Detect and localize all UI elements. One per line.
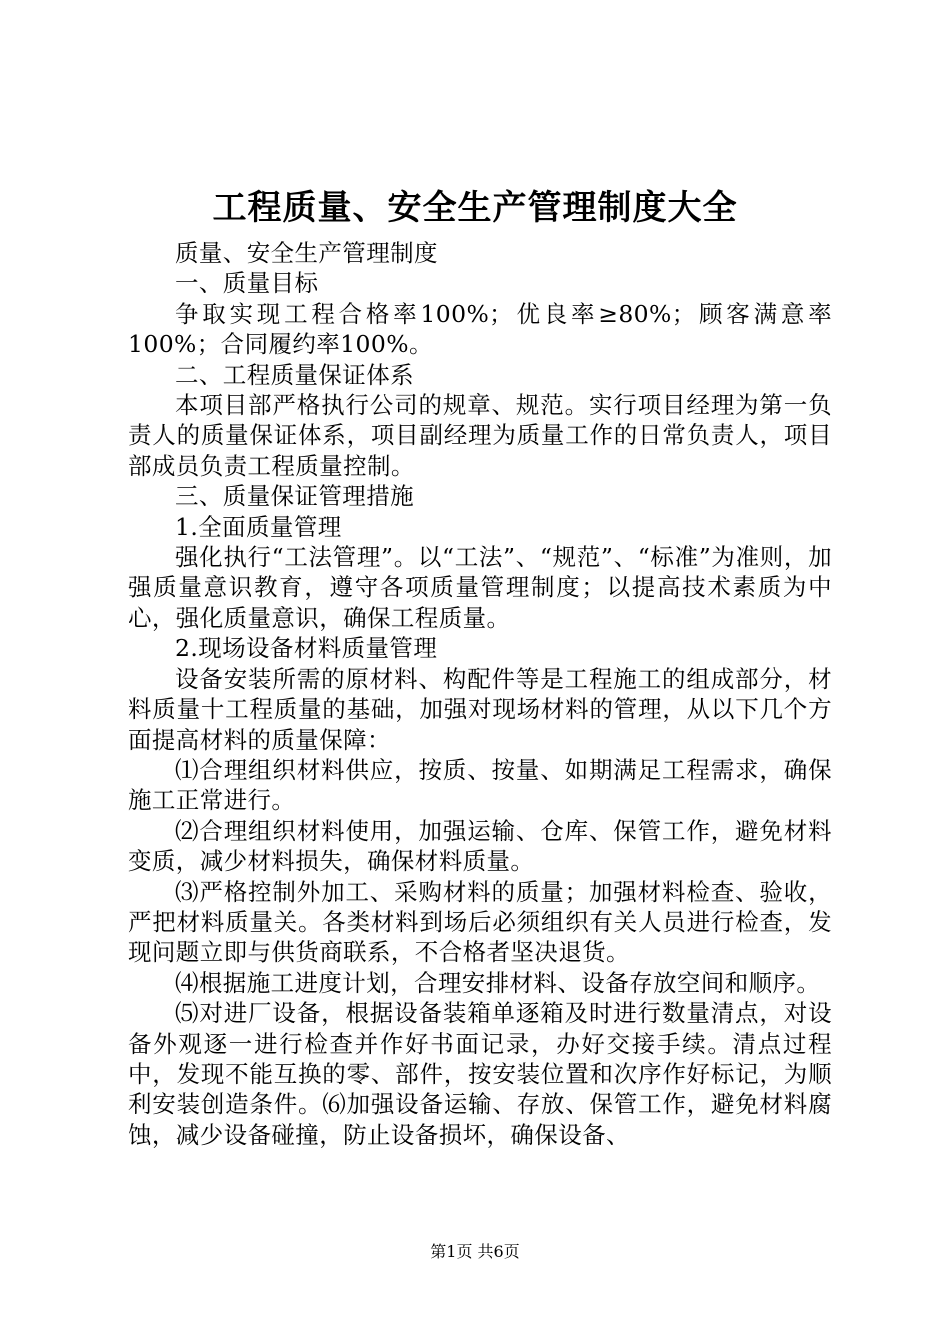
list-item-3: ⑶严格控制外加工、采购材料的质量；加强材料检查、验收，严把材料质量关。各类材料到场后必须组织有关人员进行检查，发现问题立即与供货商联系，不合格者坚决退货。 — [128, 877, 832, 967]
heading-system-name: 质量、安全生产管理制度 — [175, 239, 438, 267]
list-item-2: ⑵合理组织材料使用，加强运输、仓库、保管工作，避免材料变质，减少材料损失，确保材料质量。 — [128, 816, 832, 876]
list-item-5: ⑸对进厂设备，根据设备装箱单逐箱及时进行数量清点，对设备外观逐一进行检查并作好书面记录，办好交接手续。清点过程中，发现不能互换的零、部件，按安装位置和次序作好标记，为顺利安装创造条件。⑹加强设备运输、存放、保管工作，避免材料腐蚀，减少设备碰撞，防止设备损坏，确保设备、 — [128, 999, 832, 1149]
heading-quality-measures: 三、质量保证管理措施 — [175, 482, 414, 511]
list-item-4: ⑷根据施工进度计划，合理安排材料、设备存放空间和顺序。 — [175, 968, 821, 997]
paragraph-quality-assurance-system: 本项目部严格执行公司的规章、规范。实行项目经理为第一负责人的质量保证体系，项目副经理为质量工作的日常负责人，项目部成员负责工程质量控制。 — [128, 391, 832, 480]
paragraph-site-material-management: 设备安装所需的原材料、构配件等是工程施工的组成部分，材料质量十工程质量的基础，加强对现场材料的管理，从以下几个方面提高材料的质量保障： — [128, 664, 832, 754]
document-body — [128, 238, 832, 1150]
document-title: 工程质量、安全生产管理制度大全 — [212, 188, 738, 228]
heading-quality-assurance-system: 二、工程质量保证体系 — [175, 360, 414, 389]
paragraph-total-quality-management: 强化执行“工法管理”。以“工法”、“规范”、“标准”为准则，加强质量意识教育，遵守各项质量管理制度；以提高技术素质为中心，强化质量意识，确保工程质量。 — [128, 543, 832, 632]
heading-total-quality-management: 1.全面质量管理 — [175, 512, 342, 541]
page-footer: 第1页 共6页 — [430, 1242, 520, 1261]
heading-quality-goal: 一、质量目标 — [175, 269, 319, 298]
list-item-1: ⑴合理组织材料供应，按质、按量、如期满足工程需求，确保施工正常进行。 — [128, 755, 832, 815]
heading-site-material-management: 2.现场设备材料质量管理 — [175, 634, 438, 663]
paragraph-quality-goal: 争取实现工程合格率100%；优良率≥80%；顾客满意率100%；合同履约率100%。 — [128, 299, 832, 359]
